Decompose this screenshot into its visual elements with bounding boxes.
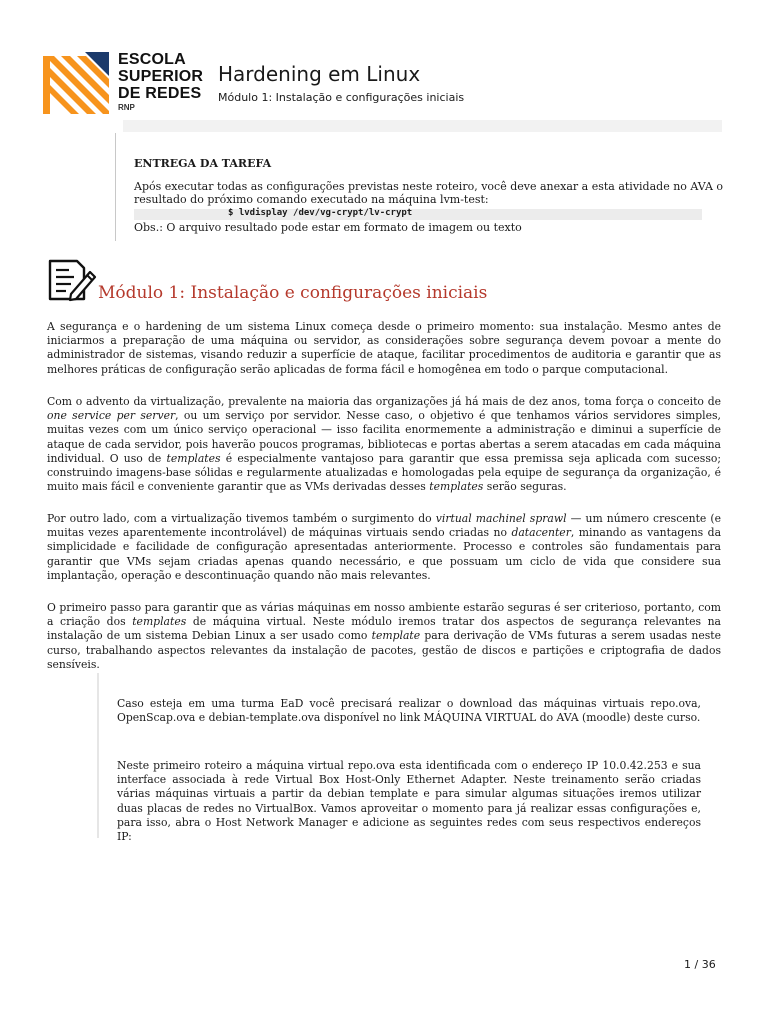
header-divider — [123, 120, 722, 132]
paragraph-text: Por outro lado, com a virtualização tivemos também o surgimento do — [47, 512, 436, 525]
emphasis-term: datacenter — [511, 526, 571, 540]
esr-logo-icon — [43, 52, 109, 114]
section-title: Módulo 1: Instalação e configurações iniciais — [98, 283, 488, 303]
body-paragraph-1: A segurança e o hardening de um sistema Linux começa desde o primeiro momento: sua instalação. Mesmo antes de iniciarmos a preparação de uma máquina ou servidor, as considerações sobre segurança devem povoar a mente do administrador de sistemas, visando reduzir a superfície de ataque, facilitar procedimentos de auditoria e garantir que as melhores práticas de configuração serão aplicadas de forma fácil e homogênea em todo o parque computacional. — [47, 320, 721, 376]
emphasis-term: templates — [132, 615, 187, 629]
task-command: $ lvdisplay /dev/vg-crypt/lv-crypt — [228, 208, 413, 218]
paragraph-text: serão seguras. — [483, 480, 567, 494]
logo-text-line2: SUPERIOR — [118, 68, 204, 85]
paragraph-text: para derivação de VMs futuras a serem usadas neste curso, trabalhando aspectos relevantes da instalação de pacotes, gestão de discos e partições e criptografia de dados sensíveis. — [47, 629, 721, 671]
task-instructions: Após executar todas as configurações previstas neste roteiro, você deve anexar a esta atividade no AVA o resultado do próximo comando executado na máquina lvm-test: — [134, 180, 724, 206]
paragraph-text: de máquina virtual. Neste módulo iremos tratar dos aspectos de segurança relevantes na instalação de um sistema Debian Linux a ser usado como — [47, 615, 721, 643]
info-callout-bar — [97, 673, 99, 838]
info-paragraph-1: Caso esteja em uma turma EaD você precisará realizar o download das máquinas virtuais repo.ova, OpenScap.ova e debian-template.ova disponível no link MÁQUINA VIRTUAL do AVA (moodle) deste curso. — [117, 697, 701, 725]
document-title: Hardening em Linux — [218, 62, 421, 86]
code-block-background — [134, 209, 702, 220]
page-number: 1 / 36 — [684, 958, 716, 971]
emphasis-term: one service per server — [47, 409, 176, 423]
body-paragraph-4 — [47, 601, 721, 672]
paragraph-text: O primeiro passo para garantir que as várias máquinas em nosso ambiente estarão seguras é ser criterioso, portanto, com a criação dos — [47, 601, 721, 629]
body-paragraph-3 — [47, 512, 721, 583]
logo-text-rnp: RNP — [118, 103, 135, 112]
logo-text-line3: DE REDES — [118, 85, 202, 102]
emphasis-term: template — [371, 629, 421, 643]
edit-document-icon — [47, 258, 97, 302]
document-subtitle: Módulo 1: Instalação e configurações iniciais — [218, 91, 465, 104]
emphasis-term: virtual machinel sprawl — [435, 512, 567, 525]
paragraph-text: Com o advento da virtualização, prevalente na maioria das organizações já há mais de dez anos, toma força o conceito de — [47, 395, 721, 408]
paragraph-text: , ou um serviço por servidor. Nesse caso, o objetivo é que tenhamos vários servidores simples, muitas vezes com um único serviço operacional — isso facilita enormemente a administração e diminui a superfície de ataque de cada servidor, pois haverão poucos programas, bibliotecas e portas abertas a serem atacadas em cada máquina individual. O uso de — [47, 409, 721, 465]
emphasis-term: templates — [429, 480, 484, 494]
paragraph-text: — um número crescente (e muitas vezes aparentemente incontrolável) de máquinas virtuais sendo criadas no — [47, 512, 722, 540]
task-note: Obs.: O arquivo resultado pode estar em formato de imagem ou texto — [134, 221, 522, 234]
task-heading: ENTREGA DA TAREFA — [134, 157, 272, 170]
paragraph-text: , minando as vantagens da simplicidade e facilidade de configuração apresentadas anteriormente. Processo e controles são fundamentais para garantir que VMs sejam criadas apenas quando necessário, e que possuam um ciclo de vida que considere sua implantação, operação e descontinuação quando não mais relevantes. — [47, 526, 722, 582]
info-paragraph-2: Neste primeiro roteiro a máquina virtual repo.ova esta identificada com o endereço IP 10.0.42.253 e sua interface associada à rede Virtual Box Host-Only Ethernet Adapter. Neste treinamento serão criadas várias máquinas virtuais a partir da debian template e para simular algumas situações iremos utilizar duas placas de redes no VirtualBox. Vamos aproveitar o momento para já realizar essas configurações e, para isso, abra o Host Network Manager e adicione as seguintes redes com seus respectivos endereços IP: — [117, 759, 701, 844]
emphasis-term: templates — [166, 451, 221, 465]
body-paragraph-2 — [47, 395, 721, 494]
logo-text-line1: ESCOLA — [118, 51, 186, 68]
paragraph-text: é especialmente vantajoso para garantir que essa premissa seja aplicada com sucesso; construindo imagens-base sólidas e regularmente atualizadas e homologadas pela equipe de segurança da organização, é muito mais fácil e conveniente garantir que as VMs derivadas desses — [47, 451, 721, 494]
